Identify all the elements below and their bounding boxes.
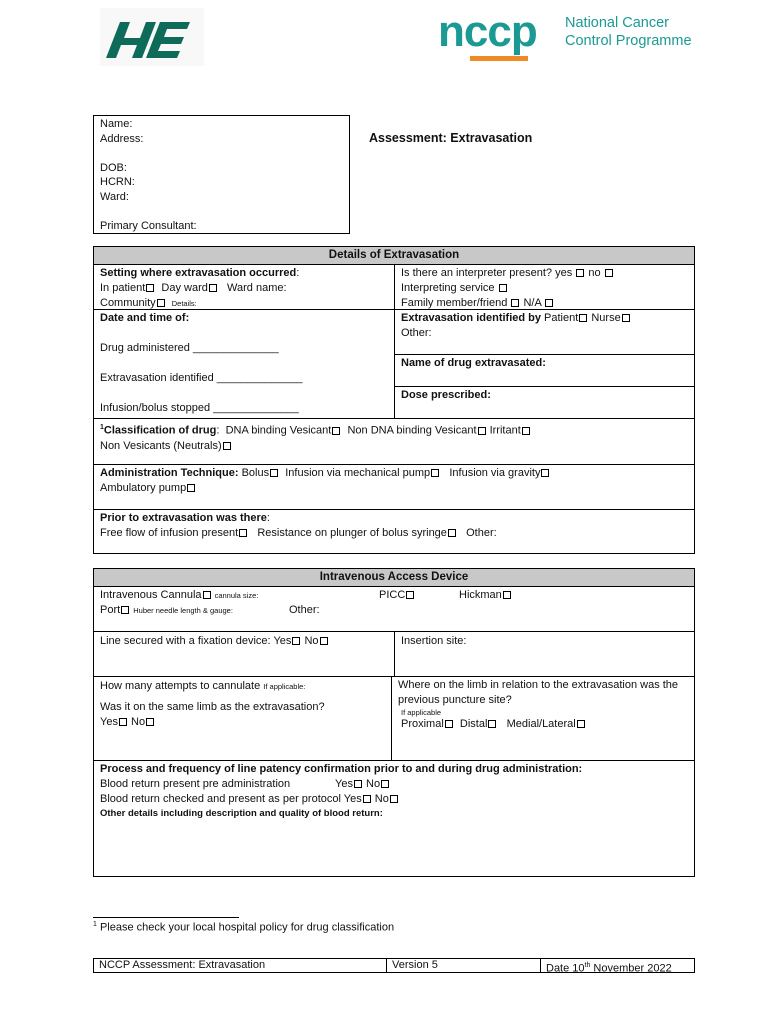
proximal-checkbox[interactable] [445,720,453,728]
in-patient-checkbox[interactable] [146,284,154,292]
picc-checkbox[interactable] [406,591,414,599]
port-checkbox[interactable] [121,606,129,614]
na-checkbox[interactable] [545,299,553,307]
hse-logo-mark [100,8,204,66]
nccp-tagline [565,14,692,50]
dose-prescribed-label[interactable]: Dose prescribed: [401,389,491,401]
details-section [93,246,695,554]
interpreter-no-checkbox[interactable] [605,269,613,277]
blood-checked-no-checkbox[interactable] [390,795,398,803]
resistance-checkbox[interactable] [448,529,456,537]
identified-by-cell: Extravasation identified by Patient Nurse Other: [395,310,694,355]
ambulatory-pump-checkbox[interactable] [187,484,195,492]
patient-address-label: Address: [100,132,144,145]
prior-label: Prior to extravasation was there [100,512,267,524]
same-limb-yes-checkbox[interactable] [119,718,127,726]
irritant-checkbox[interactable] [522,427,530,435]
interpreter-cell: Is there an interpreter present? yes no Interpreting service Family member/friend N/A [394,265,694,309]
day-ward-checkbox[interactable] [209,284,217,292]
bolus-checkbox[interactable] [270,469,278,477]
community-checkbox[interactable] [157,299,165,307]
setting-row [94,265,694,310]
date-time-row [94,310,694,419]
same-limb-no-checkbox[interactable] [146,718,154,726]
nccp-logo: nccp [438,7,537,56]
drug-info-cell [394,310,694,418]
footer-document-name: NCCP Assessment: Extravasation [99,959,266,971]
gravity-checkbox[interactable] [541,469,549,477]
patient-consultant-label: Primary Consultant: [100,220,197,233]
iv-heading: Intravenous Access Device [94,569,694,587]
insertion-site-label[interactable]: Insertion site: [394,632,694,676]
drug-administered-field[interactable]: Drug administered ______________ [100,342,279,354]
identified-patient-checkbox[interactable] [579,314,587,322]
administration-row: Administration Technique: Bolus Infusion via mechanical pump Infusion via gravity Ambulatory pump [94,465,694,510]
patency-label: Process and frequency of line patency confirmation prior to and during drug administration: [100,763,583,775]
fixation-cell: Line secured with a fixation device: Yes No [94,632,394,676]
attempts-cell: How many attempts to cannulate If applicable: Was it on the same limb as the extravasation? Yes No [100,680,325,728]
infusion-stopped-field[interactable]: Infusion/bolus stopped ______________ [100,402,299,414]
patient-hcrn-label: HCRN: [100,176,135,189]
distal-checkbox[interactable] [488,720,496,728]
drug-name-label[interactable]: Name of drug extravasated: [395,355,694,387]
attempts-row [94,677,694,761]
blood-pre-no-checkbox[interactable] [381,780,389,788]
patency-row: Process and frequency of line patency confirmation prior to and during drug administration: Blood return present pre administration Yes No Blood return checked and present as per protocol Yes No Other details including description and quality of blood return: [94,761,694,879]
medial-lateral-checkbox[interactable] [577,720,585,728]
prior-row: Prior to extravasation was there: Free flow of infusion present Resistance on plunger of bolus syringe Other: [100,512,497,539]
other-details-label[interactable]: Other details including description and quality of blood return: [100,808,383,819]
device-type-row [94,587,694,632]
patient-name-label: Name: [100,118,133,130]
patient-details-box[interactable] [93,115,350,234]
interpreter-yes-checkbox[interactable] [576,269,584,277]
fixation-row [94,632,694,677]
extravasation-identified-field[interactable]: Extravasation identified ______________ [100,372,303,384]
patient-ward-label: Ward: [100,190,129,203]
footnote-divider [93,917,239,918]
setting-label: Setting where extravasation occurred [100,267,297,279]
hickman-checkbox[interactable] [503,591,511,599]
free-flow-checkbox[interactable] [239,529,247,537]
date-time-label: Date and time of: [100,312,190,324]
blood-pre-yes-checkbox[interactable] [354,780,362,788]
family-member-checkbox[interactable] [511,299,519,307]
nccp-logo-bar [470,56,528,61]
device-type-cell: Intravenous Cannula cannula size: PICC Hickman Port Huber needle length & gauge: Other: [94,587,694,631]
ward-name-label: Ward name: [227,282,287,294]
blood-checked-yes-checkbox[interactable] [363,795,371,803]
mechanical-pump-checkbox[interactable] [431,469,439,477]
non-dna-binding-checkbox[interactable] [478,427,486,435]
page-title: Assessment: Extravasation [369,131,533,145]
cannula-checkbox[interactable] [203,591,211,599]
footer-date: Date 10th November 2022 [540,959,694,972]
date-time-cell [94,310,394,418]
nccp-tagline-2: Control Programme [565,33,692,49]
previous-puncture-cell: Where on the limb in relation to the extravasation was the previous puncture site? If applicable Proximal Distal Medial/Lateral [391,677,694,760]
classification-row: $^1$Classification of drug: DNA binding Vesicant Non DNA binding Vesicant Irritant Non Vesicants (Neutrals) [94,419,694,465]
dna-binding-checkbox[interactable] [332,427,340,435]
footnote: $^1$ Please check your local hospital policy for drug classification [93,921,395,934]
administration-label: Administration Technique: [100,467,239,479]
non-vesicant-checkbox[interactable] [223,442,231,450]
page-footer [93,958,695,973]
patient-dob-label: DOB: [100,161,127,174]
fixation-no-checkbox[interactable] [320,637,328,645]
setting-cell: Setting where extravasation occurred: In patient Day ward Ward name: Community Details: [100,267,300,309]
fixation-yes-checkbox[interactable] [292,637,300,645]
details-heading: Details of Extravasation [94,247,694,265]
footer-version: Version 5 [386,959,540,972]
identified-nurse-checkbox[interactable] [622,314,630,322]
iv-access-section [93,568,695,877]
prior-other-label: Other: [466,527,497,539]
classification-label: Classification of drug [103,424,217,437]
identified-other-label: Other: [401,327,432,339]
hse-logo [100,8,204,66]
interpreting-service-checkbox[interactable] [499,284,507,292]
device-other-label: Other: [289,604,320,616]
nccp-tagline-1: National Cancer [565,15,669,31]
